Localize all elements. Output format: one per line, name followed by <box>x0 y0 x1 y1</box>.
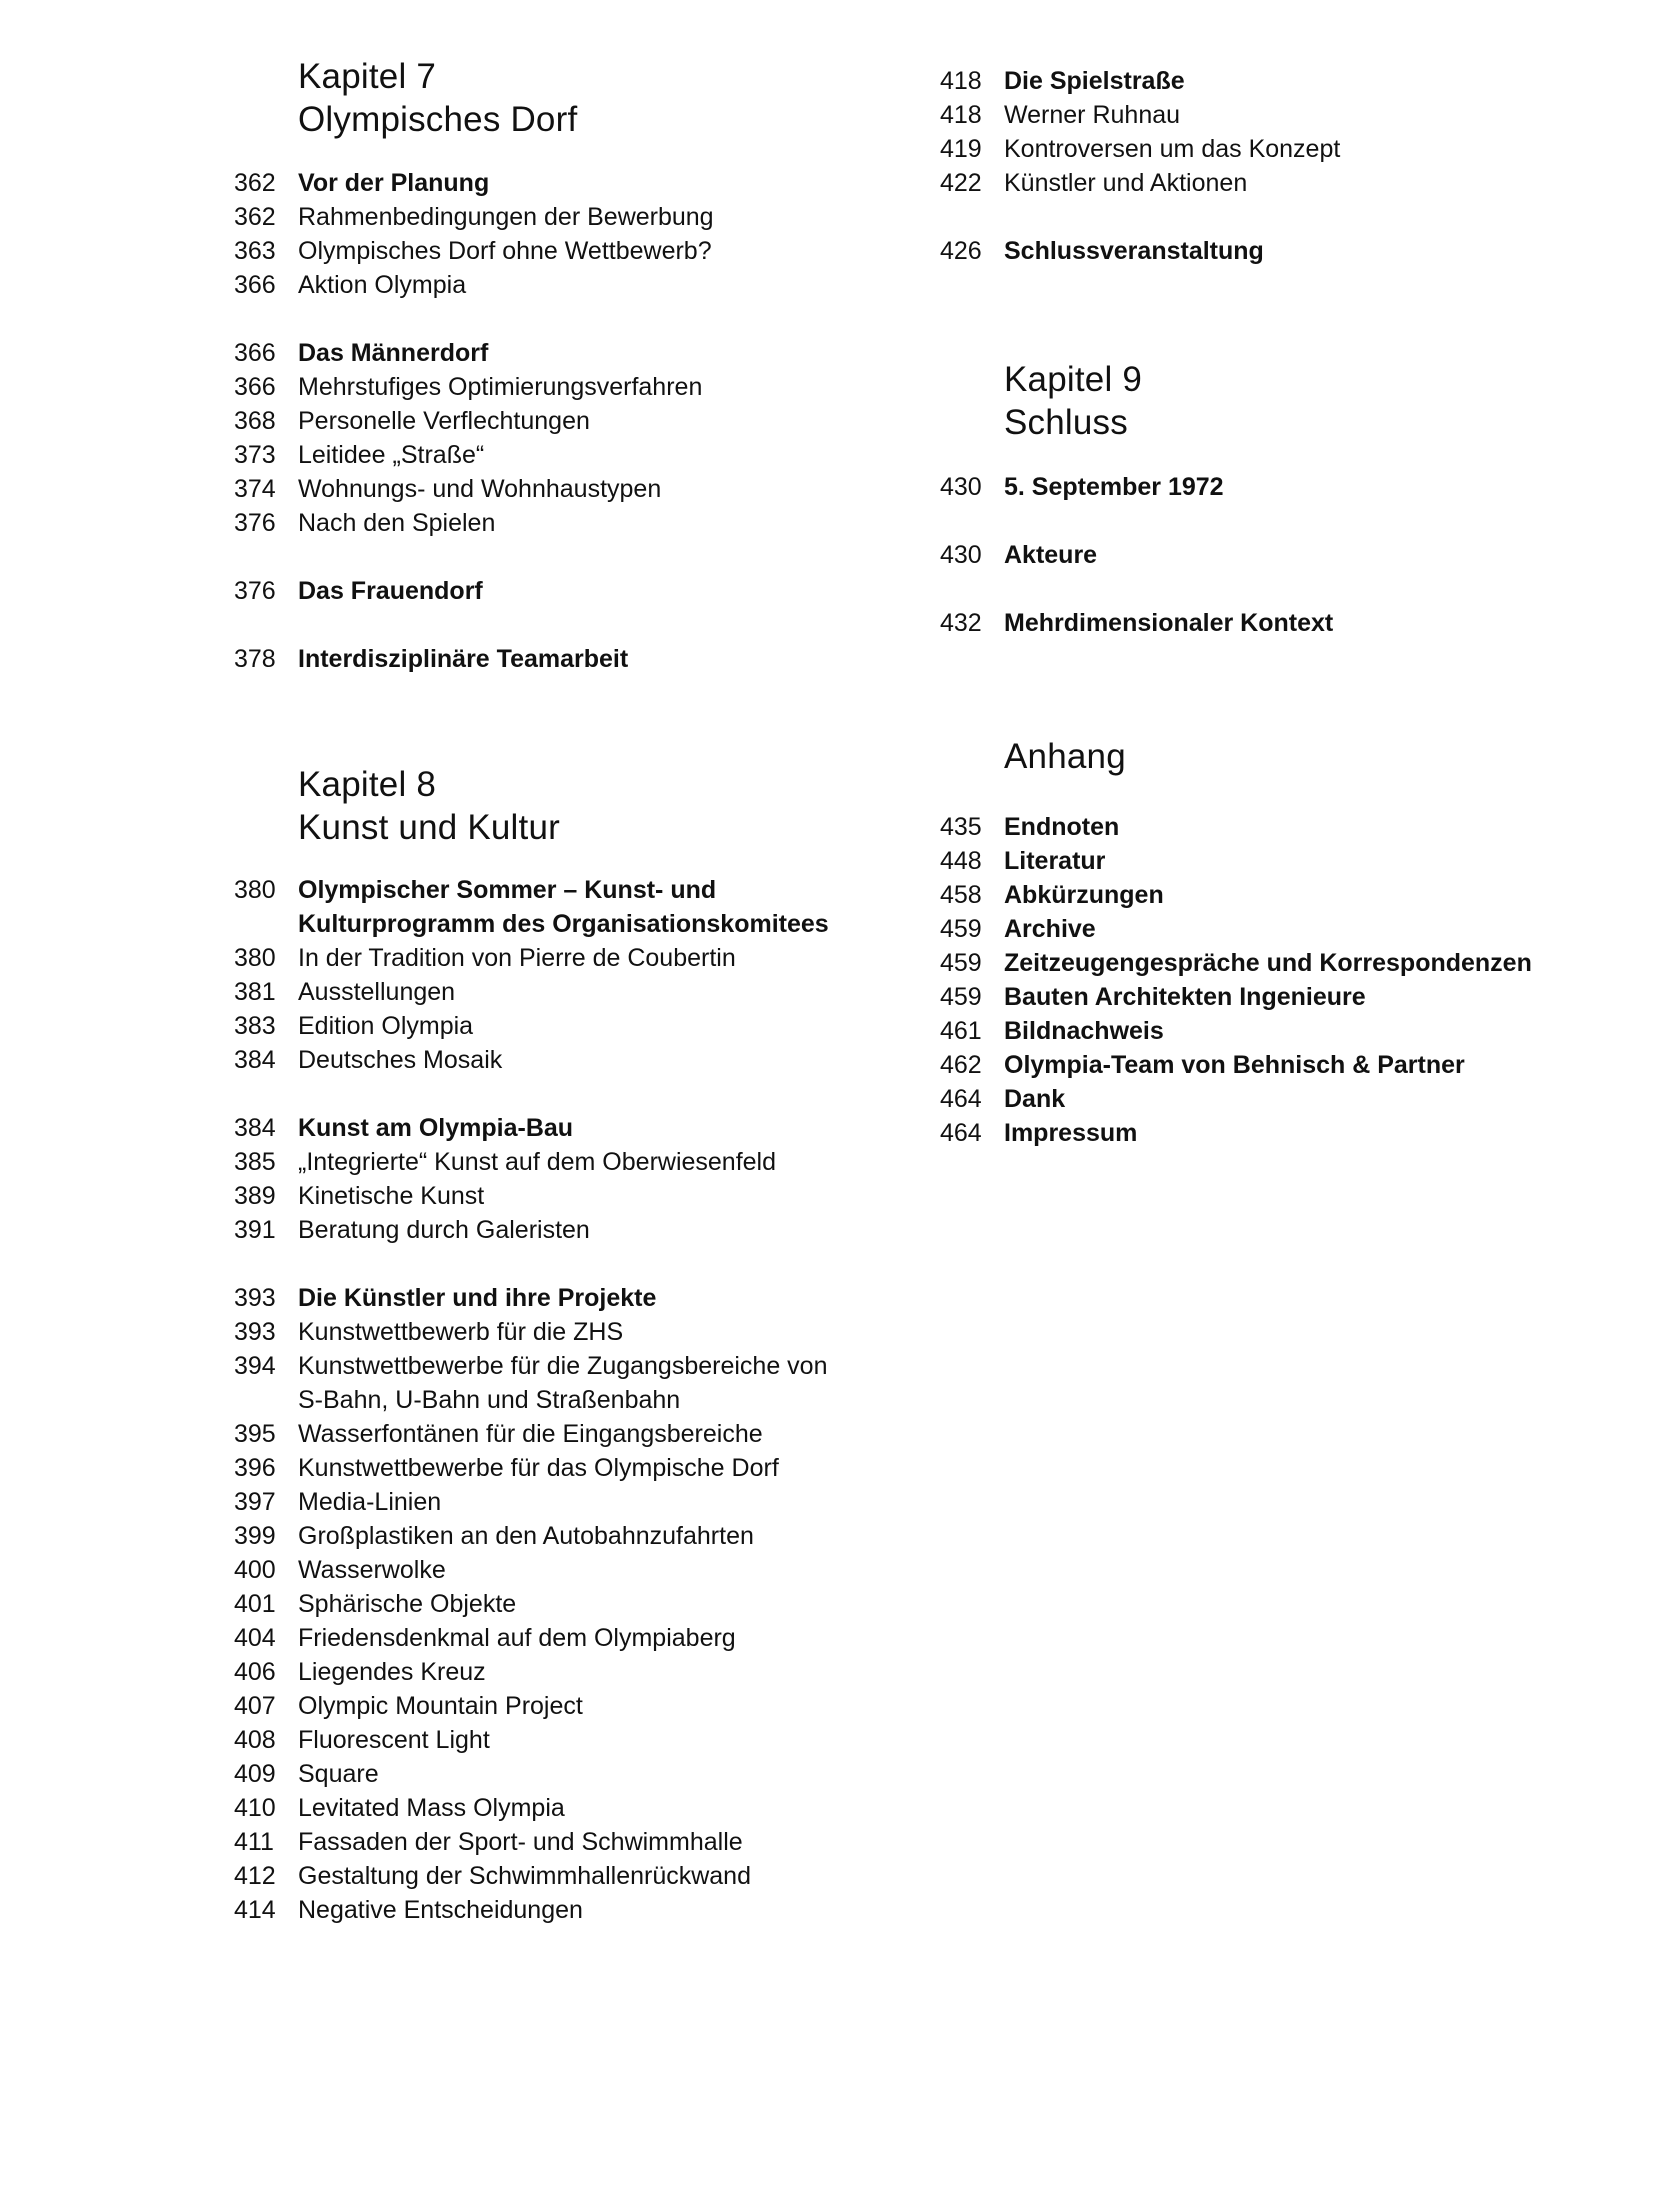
toc-entry <box>234 1451 829 1485</box>
page-number: 430 <box>940 473 982 501</box>
entry-title <box>298 1043 502 1077</box>
entry-title-line: Olympisches Dorf ohne Wettbewerb? <box>298 237 712 265</box>
page-number: 432 <box>940 609 982 637</box>
page-number: 362 <box>234 169 276 197</box>
entry-title-line: Media-Linien <box>298 1488 442 1516</box>
toc-entry <box>234 472 714 506</box>
toc-entry <box>940 980 1532 1014</box>
page-number: 376 <box>234 509 276 537</box>
entry-title <box>1004 810 1119 844</box>
page-number: 383 <box>234 1012 276 1040</box>
group-spacer <box>234 302 714 336</box>
page-number: 363 <box>234 237 276 265</box>
page-number: 373 <box>234 441 276 469</box>
toc-entry <box>234 975 829 1009</box>
toc-entry <box>940 810 1532 844</box>
page-number: 462 <box>940 1051 982 1079</box>
page-number: 401 <box>234 1590 276 1618</box>
entry-title-line: Sphärische Objekte <box>298 1590 517 1618</box>
toc-entry <box>234 1893 829 1927</box>
page-number: 393 <box>234 1318 276 1346</box>
entry-title <box>298 1213 590 1247</box>
toc-entry <box>234 1111 829 1145</box>
page-number: 464 <box>940 1085 982 1113</box>
entry-title <box>298 975 455 1009</box>
entry-title <box>298 336 488 370</box>
page-number: 404 <box>234 1624 276 1652</box>
entry-title-line: Personelle Verflechtungen <box>298 407 590 435</box>
chapter-8-heading <box>298 763 560 849</box>
entry-title-line: Abkürzungen <box>1004 881 1164 909</box>
page-number: 362 <box>234 203 276 231</box>
entry-title <box>298 1723 490 1757</box>
group-spacer <box>234 540 714 574</box>
appendix-entries <box>940 810 1532 1150</box>
entry-title <box>298 200 714 234</box>
toc-entry <box>234 166 714 200</box>
toc-entry <box>940 166 1340 200</box>
entry-title <box>298 1655 486 1689</box>
toc-entry <box>234 370 714 404</box>
entry-title-line: Wohnungs- und Wohnhaustypen <box>298 475 662 503</box>
toc-entry <box>234 1859 829 1893</box>
toc-entry <box>234 1621 829 1655</box>
entry-title <box>298 1893 583 1927</box>
page-number: 409 <box>234 1760 276 1788</box>
chapter-9-heading <box>1004 358 1142 444</box>
entry-title <box>1004 98 1180 132</box>
page-number: 435 <box>940 813 982 841</box>
entry-title <box>1004 980 1366 1014</box>
entry-title <box>298 1621 736 1655</box>
entry-title <box>1004 912 1096 946</box>
entry-title <box>298 1145 776 1179</box>
page-number: 391 <box>234 1216 276 1244</box>
entry-title <box>1004 1116 1137 1150</box>
toc-entry <box>234 1315 829 1349</box>
group-spacer <box>234 1077 829 1111</box>
group-spacer <box>940 504 1333 538</box>
entry-title-line: Archive <box>1004 915 1096 943</box>
entry-title <box>298 506 495 540</box>
toc-entry <box>940 878 1532 912</box>
page-number: 384 <box>234 1114 276 1142</box>
entry-title <box>1004 1048 1465 1082</box>
entry-title-line: Mehrstufiges Optimierungsverfahren <box>298 373 703 401</box>
entry-title <box>298 1281 656 1315</box>
page-number: 418 <box>940 101 982 129</box>
toc-entry <box>940 1014 1532 1048</box>
page-number: 380 <box>234 876 276 904</box>
toc-entry <box>234 506 714 540</box>
toc-entry <box>940 606 1333 640</box>
chapter-9-entries <box>940 470 1333 640</box>
entry-title <box>298 1315 623 1349</box>
entry-title <box>1004 538 1097 572</box>
entry-title <box>1004 132 1340 166</box>
entry-title <box>298 438 484 472</box>
toc-entry <box>234 1281 829 1315</box>
toc-entry <box>940 132 1340 166</box>
toc-entry <box>940 234 1340 268</box>
chapter-7-number: Kapitel 7 <box>298 57 437 96</box>
entry-title-line: Vor der Planung <box>298 169 490 197</box>
entry-title <box>298 642 628 676</box>
toc-entry <box>234 873 829 941</box>
toc-entry <box>234 1179 829 1213</box>
entry-title-line: Negative Entscheidungen <box>298 1896 583 1924</box>
toc-entry <box>940 1116 1532 1150</box>
toc-entry <box>234 1009 829 1043</box>
entry-title-line: Gestaltung der Schwimmhallenrückwand <box>298 1862 751 1890</box>
entry-title-line: Square <box>298 1760 379 1788</box>
entry-title-line: Bauten Architekten Ingenieure <box>1004 983 1366 1011</box>
page-number: 400 <box>234 1556 276 1584</box>
entry-title <box>1004 1082 1065 1116</box>
entry-title <box>298 1689 583 1723</box>
entry-title-line: Fluorescent Light <box>298 1726 490 1754</box>
entry-title-line: Zeitzeugengespräche und Korrespondenzen <box>1004 949 1532 977</box>
toc-entry <box>234 1757 829 1791</box>
entry-title-line: Werner Ruhnau <box>1004 101 1181 129</box>
page-number: 389 <box>234 1182 276 1210</box>
toc-entry <box>234 1043 829 1077</box>
entry-title <box>1004 844 1105 878</box>
entry-title-line: S-Bahn, U-Bahn und Straßenbahn <box>298 1386 681 1414</box>
entry-title <box>1004 166 1247 200</box>
page-number: 459 <box>940 983 982 1011</box>
entry-title <box>298 1111 573 1145</box>
page-number: 385 <box>234 1148 276 1176</box>
entry-title <box>298 234 712 268</box>
chapter-8-entries <box>234 873 829 1927</box>
page-number: 399 <box>234 1522 276 1550</box>
toc-entry <box>940 470 1333 504</box>
page-number: 397 <box>234 1488 276 1516</box>
group-spacer <box>234 608 714 642</box>
toc-entry <box>234 404 714 438</box>
toc-entry <box>234 1655 829 1689</box>
entry-title-line: Kinetische Kunst <box>298 1182 485 1210</box>
entry-title-line: Wasserwolke <box>298 1556 446 1584</box>
toc-entry <box>234 1213 829 1247</box>
page-number: 459 <box>940 949 982 977</box>
entry-title-line: Olympischer Sommer – Kunst- und <box>298 876 717 904</box>
page-number: 366 <box>234 271 276 299</box>
entry-title-line: Großplastiken an den Autobahnzufahrten <box>298 1522 754 1550</box>
page-number: 368 <box>234 407 276 435</box>
entry-title-line: Aktion Olympia <box>298 271 467 299</box>
appendix-title: Anhang <box>1004 737 1126 776</box>
toc-entry <box>234 1689 829 1723</box>
page-number: 408 <box>234 1726 276 1754</box>
page-number: 366 <box>234 339 276 367</box>
page-number: 394 <box>234 1352 276 1380</box>
entry-title-line: Wasserfontänen für die Eingangsbereiche <box>298 1420 763 1448</box>
entry-title-line: „Integrierte“ Kunst auf dem Oberwiesenfeld <box>298 1148 777 1176</box>
page-number: 407 <box>234 1692 276 1720</box>
toc-entry <box>234 438 714 472</box>
group-spacer <box>234 1247 829 1281</box>
entry-title <box>298 472 661 506</box>
entry-title-line: Kontroversen um das Konzept <box>1004 135 1341 163</box>
entry-title <box>298 404 590 438</box>
toc-entry <box>234 1485 829 1519</box>
entry-title <box>1004 946 1532 980</box>
entry-title-line: Levitated Mass Olympia <box>298 1794 565 1822</box>
entry-title <box>298 574 483 608</box>
page-number: 418 <box>940 67 982 95</box>
page-number: 464 <box>940 1119 982 1147</box>
toc-entry <box>234 1349 829 1417</box>
page-number: 459 <box>940 915 982 943</box>
toc-entry <box>234 336 714 370</box>
page-number: 412 <box>234 1862 276 1890</box>
page-number: 395 <box>234 1420 276 1448</box>
page-number: 366 <box>234 373 276 401</box>
entry-title-line: Olympic Mountain Project <box>298 1692 583 1720</box>
page-number: 448 <box>940 847 982 875</box>
page-number: 410 <box>234 1794 276 1822</box>
page-number: 380 <box>234 944 276 972</box>
entry-title <box>1004 606 1333 640</box>
page-number: 374 <box>234 475 276 503</box>
appendix-heading <box>1004 735 1126 778</box>
entry-title <box>298 1553 446 1587</box>
entry-title-line: Rahmenbedingungen der Bewerbung <box>298 203 714 231</box>
entry-title-line: 5. September 1972 <box>1004 473 1224 501</box>
entry-title <box>298 370 702 404</box>
chapter-7-title: Olympisches Dorf <box>298 100 578 139</box>
page-number: 381 <box>234 978 276 1006</box>
toc-entry <box>940 912 1532 946</box>
entry-title-line: Olympia-Team von Behnisch & Partner <box>1004 1051 1465 1079</box>
entry-title-line: Die Spielstraße <box>1004 67 1185 95</box>
entry-title-line: Kunstwettbewerb für die ZHS <box>298 1318 624 1346</box>
entry-title-line: Endnoten <box>1004 813 1120 841</box>
chapter-8-number: Kapitel 8 <box>298 765 437 804</box>
toc-entry <box>234 1553 829 1587</box>
entry-title <box>298 1179 484 1213</box>
entry-title <box>298 1349 828 1417</box>
entry-title <box>298 1009 473 1043</box>
page-number: 414 <box>234 1896 276 1924</box>
toc-entry <box>234 1145 829 1179</box>
entry-title-line: Fassaden der Sport- und Schwimmhalle <box>298 1828 743 1856</box>
chapter-7-heading <box>298 55 577 141</box>
entry-title <box>1004 1014 1164 1048</box>
toc-entry <box>234 1519 829 1553</box>
toc-entry <box>234 574 714 608</box>
toc-entry <box>940 844 1532 878</box>
toc-entry <box>234 1825 829 1859</box>
group-spacer <box>940 200 1340 234</box>
page-number: 406 <box>234 1658 276 1686</box>
entry-title-line: Friedensdenkmal auf dem Olympiaberg <box>298 1624 736 1652</box>
entry-title <box>298 1451 779 1485</box>
entry-title-line: Das Männerdorf <box>298 339 489 367</box>
page-number: 378 <box>234 645 276 673</box>
entry-title-line: Künstler und Aktionen <box>1004 169 1248 197</box>
entry-title <box>298 1587 516 1621</box>
toc-entry <box>940 98 1340 132</box>
entry-title-line: Kunstwettbewerbe für die Zugangsbereiche von <box>298 1352 828 1380</box>
toc-entry <box>234 642 714 676</box>
entry-title-line: Akteure <box>1004 541 1098 569</box>
chapter-9-title: Schluss <box>1004 403 1128 442</box>
toc-entry <box>940 946 1532 980</box>
entry-title-line: Kunstwettbewerbe für das Olympische Dorf <box>298 1454 779 1482</box>
page-number: 430 <box>940 541 982 569</box>
page-number: 384 <box>234 1046 276 1074</box>
entry-title-line: Leitidee „Straße“ <box>298 441 485 469</box>
entry-title-line: Literatur <box>1004 847 1106 875</box>
page-number: 396 <box>234 1454 276 1482</box>
entry-title <box>298 1791 565 1825</box>
entry-title <box>298 873 829 941</box>
entry-title <box>1004 64 1185 98</box>
chapter-8-title: Kunst und Kultur <box>298 808 560 847</box>
chapter-7-entries <box>234 166 714 676</box>
toc-entry <box>234 1791 829 1825</box>
toc-entry <box>940 1048 1532 1082</box>
entry-title <box>298 1757 379 1791</box>
entry-title <box>298 1825 743 1859</box>
page-number: 393 <box>234 1284 276 1312</box>
entry-title-line: Bildnachweis <box>1004 1017 1164 1045</box>
toc-entry <box>940 64 1340 98</box>
page-number: 376 <box>234 577 276 605</box>
entry-title <box>1004 878 1164 912</box>
entry-title-line: Dank <box>1004 1085 1066 1113</box>
entry-title-line: Edition Olympia <box>298 1012 474 1040</box>
entry-title-line: Kunst am Olympia-Bau <box>298 1114 574 1142</box>
page-number: 419 <box>940 135 982 163</box>
page-number: 411 <box>234 1828 274 1856</box>
entry-title <box>298 268 466 302</box>
page-number: 426 <box>940 237 982 265</box>
entry-title-line: In der Tradition von Pierre de Coubertin <box>298 944 736 972</box>
entry-title-line: Deutsches Mosaik <box>298 1046 503 1074</box>
entry-title <box>298 1417 763 1451</box>
toc-entry <box>940 1082 1532 1116</box>
toc-entry <box>234 1587 829 1621</box>
group-spacer <box>940 572 1333 606</box>
chapter-9-number: Kapitel 9 <box>1004 360 1143 399</box>
chapter-7-continued-entries <box>940 64 1340 268</box>
toc-entry <box>940 538 1333 572</box>
entry-title <box>1004 470 1224 504</box>
entry-title-line: Nach den Spielen <box>298 509 496 537</box>
entry-title-line: Impressum <box>1004 1119 1138 1147</box>
entry-title <box>298 1519 754 1553</box>
toc-entry <box>234 268 714 302</box>
entry-title <box>298 166 489 200</box>
entry-title-line: Schlussveranstaltung <box>1004 237 1264 265</box>
entry-title-line: Interdisziplinäre Teamarbeit <box>298 645 629 673</box>
entry-title-line: Das Frauendorf <box>298 577 483 605</box>
entry-title-line: Ausstellungen <box>298 978 456 1006</box>
toc-entry <box>234 941 829 975</box>
toc-entry <box>234 234 714 268</box>
entry-title-line: Liegendes Kreuz <box>298 1658 486 1686</box>
entry-title <box>1004 234 1264 268</box>
toc-entry <box>234 1417 829 1451</box>
entry-title <box>298 941 736 975</box>
page-number: 422 <box>940 169 982 197</box>
entry-title-line: Die Künstler und ihre Projekte <box>298 1284 657 1312</box>
entry-title <box>298 1859 751 1893</box>
entry-title <box>298 1485 441 1519</box>
toc-entry <box>234 1723 829 1757</box>
page-number: 461 <box>940 1017 982 1045</box>
entry-title-line: Mehrdimensionaler Kontext <box>1004 609 1334 637</box>
entry-title-line: Beratung durch Galeristen <box>298 1216 590 1244</box>
entry-title-line: Kulturprogramm des Organisationskomitees <box>298 910 829 938</box>
toc-entry <box>234 200 714 234</box>
page-number: 458 <box>940 881 982 909</box>
